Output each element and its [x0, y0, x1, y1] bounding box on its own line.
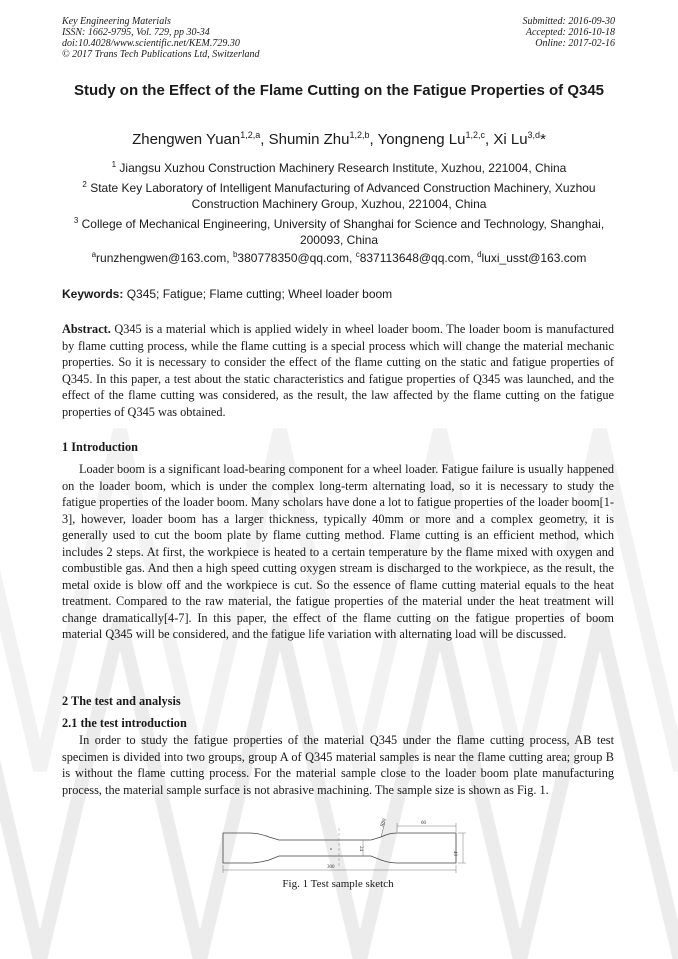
subsection-heading-test-intro: 2.1 the test introduction	[62, 716, 187, 730]
date-accepted: Accepted: 2016-10-18	[525, 27, 615, 38]
author-sup: 3,d	[527, 130, 541, 140]
email-link[interactable]: luxi_usst@163.com	[481, 251, 587, 265]
affiliation-3: $^3$ College of Mechanical Engineering, University of Shanghai for Science and Technology, Shanghai, 200093, China	[73, 216, 605, 247]
email-link[interactable]: 837113648@qq.com,	[359, 251, 478, 265]
section-heading-test: 2 The test and analysis	[62, 694, 181, 708]
abstract-label: Abstract.	[62, 322, 111, 336]
date-online: Online: 2017-02-16	[535, 38, 615, 49]
author-sup: 1,2,a	[240, 130, 261, 140]
keywords	[62, 287, 392, 301]
author-list: Zhengwen Yuan$^{1,2,a}$, Shumin Zhu$^{1,2,b}$, Yongneng Lu$^{1,2,c}$, Xi Lu$^{3,d}$*	[132, 130, 546, 148]
test-intro-text: In order to study the fatigue properties of the material Q345 under the flame cutting process, AB test specimen is divided into two groups, group A of Q345 material samples is near the flame cutting area; group B is without the flame cutting process. For the material sample close to the loader boom plate manufacturing process, the material sample surface is not abrasive machining. The sample size is shown as Fig. 1.	[62, 733, 614, 797]
journal-doi: doi:10.4028/www.scientific.net/KEM.729.30	[62, 38, 240, 49]
author-sup: 1,2,c	[465, 130, 485, 140]
section-heading-introduction: 1 Introduction	[62, 440, 138, 454]
author-emails: $^a$runzhengwen@163.com, $^b$380778350@qq.com, $^c$837113648@qq.com, $^d$luxi_usst@163.com	[91, 250, 587, 265]
dim-total-label: 300	[327, 865, 335, 870]
date-submitted: Submitted: 2016-09-30	[522, 16, 615, 27]
author-name: Yongneng Lu	[377, 131, 466, 148]
email-link[interactable]: runzhengwen@163.com,	[96, 251, 233, 265]
dim-width-label: 24	[358, 846, 363, 851]
figure-caption: Fig. 1 Test sample sketch	[282, 878, 394, 890]
dim-top-label: 60	[421, 821, 426, 826]
author-name: Zhengwen Yuan	[132, 131, 241, 148]
journal-copyright: © 2017 Trans Tech Publications Ltd, Switzerland	[62, 49, 260, 60]
paper-title: Study on the Effect of the Flame Cutting on the Fatigue Properties of Q345	[73, 82, 605, 99]
affiliation-2: $^2$ State Key Laboratory of Intelligent Manufacturing of Advanced Construction Machinery, Xuzhou Construction Machinery Group, Xuzhou, 221004, China	[82, 180, 596, 211]
affiliation-1: $^1$ Jiangsu Xuzhou Construction Machinery Research Institute, Xuzhou, 221004, China	[111, 160, 567, 175]
author-sup: 1,2,b	[349, 130, 370, 140]
journal-info	[62, 16, 260, 60]
dim-right-label: 40	[452, 851, 457, 856]
keywords-text: Q345; Fatigue; Flame cutting; Wheel loader boom	[123, 287, 393, 301]
publication-dates	[523, 16, 616, 49]
abstract-text: Q345 is a material which is applied widely in wheel loader boom. The loader boom is manufactured by flame cutting process, while the flame cutting is a special process which will change the material mechanic properties. So it is necessary to consider the effect of the flame cutting on the static and fatigue properties of Q345. In this paper, a test about the static characteristics and fatigue properties of Q345 was launched, and the effect of the flame cutting was considered, as the result, the law affected by the flame cutting on the fatigue properties of Q345 was obtained.	[62, 322, 614, 419]
abstract	[62, 321, 614, 420]
journal-name: Key Engineering Materials	[62, 16, 171, 27]
author-name: Xi Lu	[493, 131, 528, 148]
specimen-outline	[223, 833, 456, 863]
introduction-text: Loader boom is a significant load-bearing component for a wheel loader. Fatigue failure is usually happened on the loader boom, which is under the complex long-term alternating load, so it is necessary to study the fatigue properties of the loader boom. Many scholars have done a lot to fatigue properties of the loader boom[1-3], however, loader boom has a larger thickness, typically 40mm or more and a complex geometry, it is generally used to cut the boom plate by flame cutting method. Flame cutting is an efficient method, which includes 2 steps. At first, the workpiece is heated to a certain temperature by the flame mixed with oxygen and combustible gas. And then a high speed cutting oxygen stream is discharged to the workpiece, as the result, the metal oxide is blow off and the workpiece is cut. So the essence of flame cutting material equals to the heat treatment. Compared to the raw material, the fatigue properties of the material under the heat treatment will change dramatically[4-7]. In this paper, the effect of the flame cutting on the fatigue properties of boom material Q345 will be considered, and the fatigue life variation with alternating load will be discussed.	[62, 462, 614, 641]
radius-label: R80	[380, 818, 388, 828]
author-name: Shumin Zhu	[268, 131, 350, 148]
journal-issn: ISSN: 1662-9795, Vol. 729, pp 30-34	[62, 27, 210, 38]
email-link[interactable]: 380778350@qq.com,	[237, 251, 356, 265]
test-sample-sketch	[211, 818, 469, 876]
keywords-label: Keywords:	[62, 287, 124, 301]
